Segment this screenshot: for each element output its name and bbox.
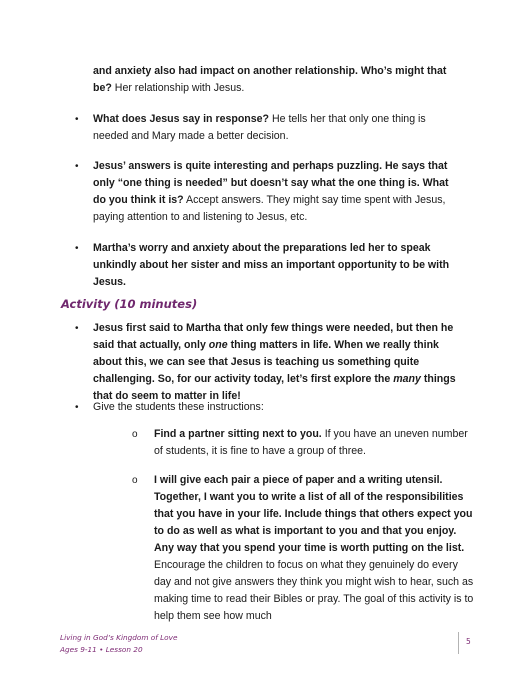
bullet-item: [75, 240, 463, 291]
paragraph-text: Her relationship with Jesus.: [111, 82, 245, 94]
bullet-marker: •: [75, 402, 79, 413]
bullet-marker: •: [75, 161, 79, 172]
page-number: 5: [466, 637, 471, 646]
continued-paragraph: [93, 63, 453, 97]
intro-text-part: thing matters in life. When we really think about this, we can see that Jesus is teaching us something quite challenging. So, for our activity today, let’s first explore the: [93, 339, 439, 385]
bullet-item: [75, 158, 463, 226]
instructions-label: Give the students these instructions:: [93, 401, 264, 413]
sub-bullet-item: [132, 426, 474, 460]
intro-emphasis: many: [393, 373, 421, 385]
intro-text-part: things that do seem to matter in life!: [93, 373, 456, 402]
intro-text-part: Jesus first said to Martha that only few things were needed, but then he said that actually, only: [93, 322, 454, 351]
page-footer: [60, 632, 177, 656]
sub-bullet-marker: o: [132, 475, 138, 486]
bullet-bold-text: What does Jesus say in response?: [93, 113, 270, 125]
footer-subtitle: Ages 9-11 • Lesson 20: [60, 645, 143, 654]
bullet-text: Accept answers. They might say time spent with Jesus, paying attention to and listening to Jesus, etc.: [93, 194, 446, 223]
instructions-item: [75, 399, 463, 416]
bullet-marker: •: [75, 243, 79, 254]
activity-intro-text: [93, 322, 456, 402]
activity-intro-item: [75, 320, 463, 405]
activity-heading: Activity (10 minutes): [61, 297, 198, 311]
footer-divider: [458, 632, 459, 654]
bullet-bold-text: Martha’s worry and anxiety about the preparations led her to speak unkindly about her sister and miss an important opportunity to be with Jesus.: [93, 242, 450, 288]
sub-bullet-bold-text: I will give each pair a piece of paper and a writing utensil. Together, I want you to write a list of all of the responsibilities that you have in your life. Include things that others expect you to do as well as what is important to you and that you enjoy. Any way that you spend your time is worth putting on the list.: [154, 474, 473, 554]
bullet-marker: •: [75, 323, 79, 334]
paragraph-bold-text: and anxiety also had impact on another relationship. Who’s might that be?: [93, 65, 447, 94]
sub-bullet-text: If you have an uneven number of students, it is fine to have a group of three.: [154, 428, 468, 457]
sub-bullet-marker: o: [132, 429, 138, 440]
sub-bullet-item: [132, 472, 474, 625]
bullet-bold-text: Jesus’ answers is quite interesting and perhaps puzzling. He says that only “one thing is needed” but doesn’t say what the one thing is. What do you think it is?: [93, 160, 449, 206]
footer-title: Living in God’s Kingdom of Love: [60, 633, 178, 642]
bullet-item: [75, 111, 463, 145]
intro-emphasis: one: [208, 339, 228, 351]
sub-bullet-bold-text: Find a partner sitting next to you.: [154, 428, 322, 440]
bullet-marker: •: [75, 114, 79, 125]
sub-bullet-text: Encourage the children to focus on what they genuinely do every day and not give answers they think you might wish to hear, such as making time to read their Bibles or pray. The goal of this activity is to help them see how much: [154, 559, 474, 622]
bullet-text: He tells her that only one thing is needed and Mary made a better decision.: [93, 113, 426, 142]
